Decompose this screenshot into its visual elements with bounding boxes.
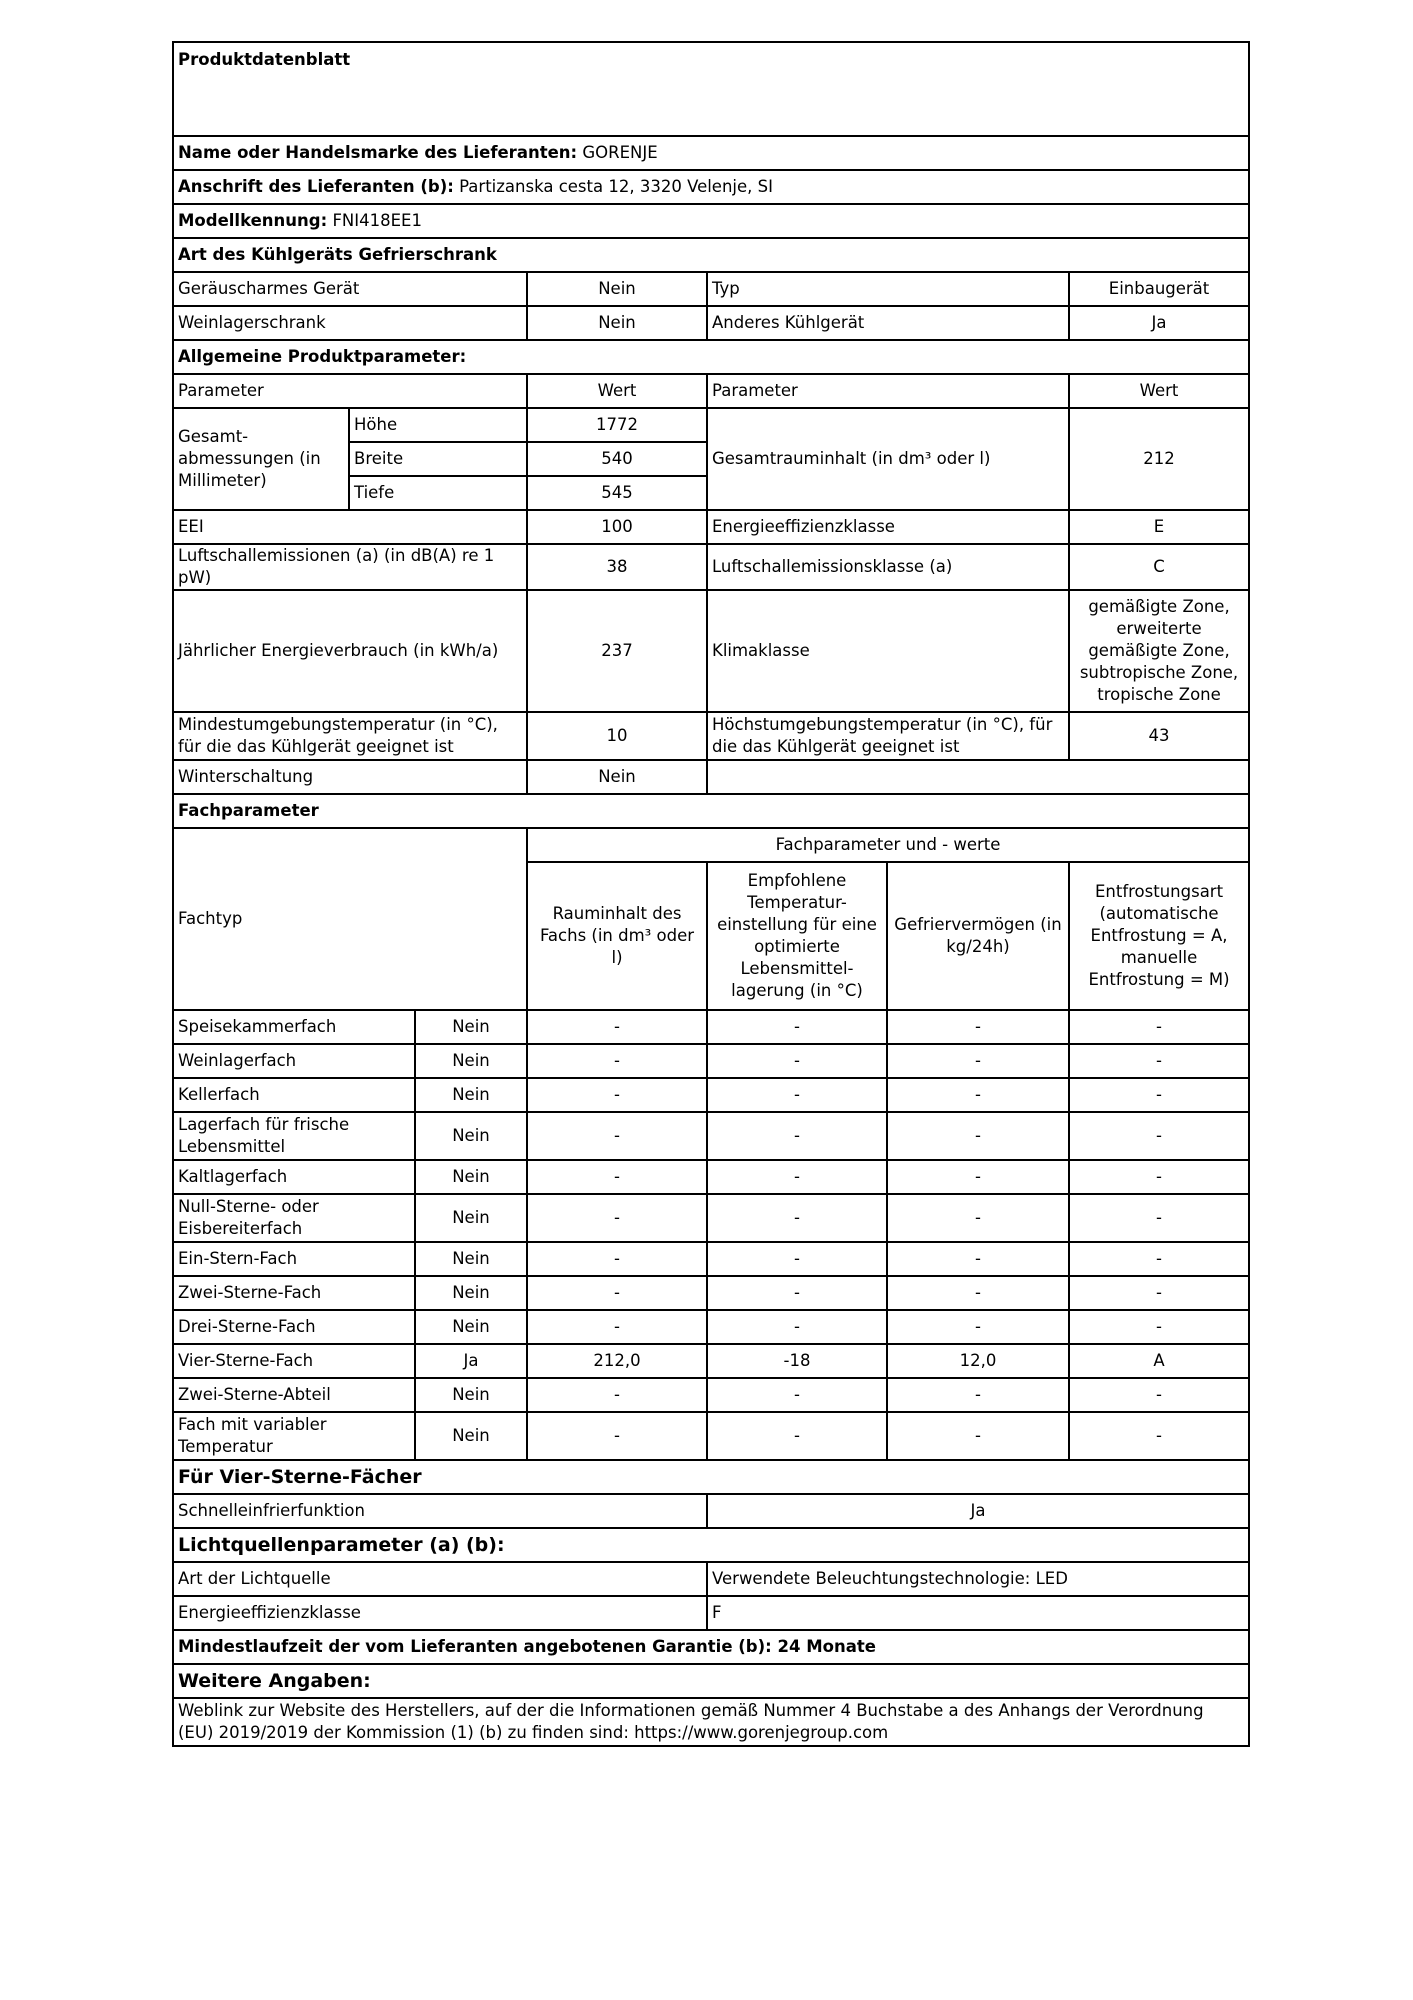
light-class-row [173,1596,1249,1630]
energy-class-value: E [1069,510,1249,544]
min-temp-label: Mindestumgebungstemperatur (in °C), für die das Kühlgerät geeignet ist [173,712,527,760]
total-volume-value: 212 [1069,408,1249,510]
compartment-name: Ein-Stern-Fach [173,1242,415,1276]
eei-label: EEI [173,510,527,544]
compartment-row [173,1412,1249,1460]
compartment-freezing: - [887,1412,1069,1460]
more-text: Weblink zur Website des Herstellers, auf der die Informationen gemäß Nummer 4 Buchstabe a des Anhangs der Verordnung (EU) 2019/2019 der Kommission (1) (b) zu finden sind: https://www.gorenjegroup.com [173,1698,1249,1746]
compartment-row [173,1242,1249,1276]
compartment-freezing: - [887,1078,1069,1112]
compartment-name: Zwei-Sterne-Fach [173,1276,415,1310]
compartment-freezing: 12,0 [887,1344,1069,1378]
flag-label: Typ [707,272,1069,306]
model-row [173,204,1249,238]
compartment-present: Nein [415,1412,527,1460]
dimension-label: Höhe [349,408,527,442]
product-data-table [172,41,1250,1747]
compartment-row [173,1310,1249,1344]
compartment-volume: - [527,1160,707,1194]
noise-row [173,544,1249,590]
compartment-freezing: - [887,1194,1069,1242]
max-temp-label: Höchstumgebungstemperatur (in °C), für die das Kühlgerät geeignet ist [707,712,1069,760]
compartment-defrost: - [1069,1412,1249,1460]
compartment-volume: - [527,1242,707,1276]
compartment-temperature: - [707,1160,887,1194]
light-heading-row [173,1528,1249,1562]
ambient-temp-row [173,712,1249,760]
compartment-present: Nein [415,1310,527,1344]
supplier-row [173,136,1249,170]
compartment-row [173,1344,1249,1378]
compartment-volume: - [527,1378,707,1412]
flag-value: Einbaugerät [1069,272,1249,306]
dimension-value: 1772 [527,408,707,442]
annual-energy-value: 237 [527,590,707,712]
energy-row [173,590,1249,712]
light-type-value: Verwendete Beleuchtungstechnologie: LED [707,1562,1249,1596]
compartment-present: Nein [415,1378,527,1412]
product-data-sheet [172,41,1248,1747]
flag-value: Ja [1069,306,1249,340]
eei-value: 100 [527,510,707,544]
col-header-temperature: Empfohlene Temperatur-einstellung für eine optimierte Lebensmittel-lagerung (in °C) [707,862,887,1010]
col-header-value: Wert [1069,374,1249,408]
noise-class-label: Luftschallemissionsklasse (a) [707,544,1069,590]
compartment-row [173,1378,1249,1412]
col-header-defrost: Entfrostungsart (automatische Entfrostung = A, manuelle Entfrostung = M) [1069,862,1249,1010]
address-value: Partizanska cesta 12, 3320 Velenje, SI [459,177,773,196]
winter-value: Nein [527,760,707,794]
compartment-freezing: - [887,1160,1069,1194]
compartment-freezing: - [887,1378,1069,1412]
four-star-heading-row [173,1460,1249,1494]
compartment-present: Nein [415,1112,527,1160]
compartment-row [173,1010,1249,1044]
compartment-defrost: - [1069,1276,1249,1310]
compartment-row [173,1044,1249,1078]
quick-freeze-value: Ja [707,1494,1249,1528]
compartment-defrost: - [1069,1010,1249,1044]
general-header-row [173,374,1249,408]
dimension-label: Tiefe [349,476,527,510]
warranty: Mindestlaufzeit der vom Lieferanten angebotenen Garantie (b): 24 Monate [173,1630,1249,1664]
total-volume-label: Gesamtrauminhalt (in dm³ oder l) [707,408,1069,510]
page-title: Produktdatenblatt [173,42,1249,136]
compartment-row [173,1194,1249,1242]
compartment-temperature: - [707,1010,887,1044]
compartment-present: Nein [415,1194,527,1242]
appliance-type: Art des Kühlgeräts Gefrierschrank [173,238,1249,272]
compartment-temperature: - [707,1276,887,1310]
compartment-present: Nein [415,1078,527,1112]
model-label: Modellkennung: [178,211,328,230]
compartment-volume: - [527,1078,707,1112]
compartment-freezing: - [887,1112,1069,1160]
compartment-heading: Fachparameter [173,794,1249,828]
more-heading: Weitere Angaben: [173,1664,1249,1698]
compartment-temperature: - [707,1112,887,1160]
empty-cell [707,760,1249,794]
winter-label: Winterschaltung [173,760,527,794]
energy-class-label: Energieeffizienzklasse [707,510,1069,544]
general-heading: Allgemeine Produktparameter: [173,340,1249,374]
compartment-group-row [173,828,1249,862]
compartment-defrost: - [1069,1242,1249,1276]
appliance-type-row [173,238,1249,272]
four-star-heading: Für Vier-Sterne-Fächer [173,1460,1249,1494]
dimension-label: Breite [349,442,527,476]
compartment-name: Drei-Sterne-Fach [173,1310,415,1344]
compartment-row [173,1276,1249,1310]
compartment-volume: - [527,1044,707,1078]
compartment-defrost: - [1069,1044,1249,1078]
compartment-name: Weinlagerfach [173,1044,415,1078]
compartment-volume: - [527,1194,707,1242]
compartment-defrost: - [1069,1160,1249,1194]
compartment-freezing: - [887,1310,1069,1344]
quick-freeze-label: Schnelleinfrierfunktion [173,1494,707,1528]
more-heading-row [173,1664,1249,1698]
light-type-label: Art der Lichtquelle [173,1562,707,1596]
climate-class-label: Klimaklasse [707,590,1069,712]
compartment-freezing: - [887,1276,1069,1310]
compartment-temperature: - [707,1078,887,1112]
col-header-volume: Rauminhalt des Fachs (in dm³ oder l) [527,862,707,1010]
compartment-temperature: - [707,1242,887,1276]
compartment-row [173,1160,1249,1194]
compartment-name: Kaltlagerfach [173,1160,415,1194]
more-text-row [173,1698,1249,1746]
model-value: FNI418EE1 [332,211,422,230]
light-class-value: F [707,1596,1249,1630]
dimension-value: 540 [527,442,707,476]
compartment-freezing: - [887,1010,1069,1044]
flag-label: Geräuscharmes Gerät [173,272,527,306]
compartment-temperature: - [707,1378,887,1412]
compartment-defrost: A [1069,1344,1249,1378]
compartment-present: Ja [415,1344,527,1378]
general-heading-row [173,340,1249,374]
compartment-present: Nein [415,1160,527,1194]
col-header-parameter: Parameter [707,374,1069,408]
address-row [173,170,1249,204]
eei-row [173,510,1249,544]
col-header-value: Wert [527,374,707,408]
title-row [173,42,1249,136]
dimension-value: 545 [527,476,707,510]
compartment-name: Kellerfach [173,1078,415,1112]
compartment-defrost: - [1069,1112,1249,1160]
compartment-freezing: - [887,1044,1069,1078]
noise-label: Luftschallemissionen (a) (in dB(A) re 1 pW) [173,544,527,590]
annual-energy-label: Jährlicher Energieverbrauch (in kWh/a) [173,590,527,712]
supplier-label: Name oder Handelsmarke des Lieferanten: [178,143,578,162]
address-label: Anschrift des Lieferanten (b): [178,177,454,196]
compartment-defrost: - [1069,1378,1249,1412]
compartment-name: Fach mit variabler Temperatur [173,1412,415,1460]
compartment-defrost: - [1069,1078,1249,1112]
quick-freeze-row [173,1494,1249,1528]
compartment-temperature: -18 [707,1344,887,1378]
max-temp-value: 43 [1069,712,1249,760]
compartment-volume: - [527,1010,707,1044]
compartment-volume: - [527,1112,707,1160]
compartment-volume: - [527,1412,707,1460]
compartment-heading-row [173,794,1249,828]
compartment-present: Nein [415,1044,527,1078]
noise-value: 38 [527,544,707,590]
winter-row [173,760,1249,794]
dimension-row [173,408,1249,442]
compartment-row [173,1112,1249,1160]
compartment-present: Nein [415,1242,527,1276]
flag-label: Weinlagerschrank [173,306,527,340]
supplier-value: GORENJE [582,143,658,162]
compartment-temperature: - [707,1310,887,1344]
climate-class-value: gemäßigte Zone, erweiterte gemäßigte Zone, subtropische Zone, tropische Zone [1069,590,1249,712]
flag-row [173,272,1249,306]
compartment-name: Lagerfach für frische Lebensmittel [173,1112,415,1160]
compartment-freezing: - [887,1242,1069,1276]
noise-class-value: C [1069,544,1249,590]
light-type-row [173,1562,1249,1596]
compartment-name: Speisekammerfach [173,1010,415,1044]
warranty-row [173,1630,1249,1664]
compartment-defrost: - [1069,1310,1249,1344]
compartment-temperature: - [707,1194,887,1242]
flag-label: Anderes Kühlgerät [707,306,1069,340]
min-temp-value: 10 [527,712,707,760]
compartment-temperature: - [707,1044,887,1078]
flag-row [173,306,1249,340]
compartment-row [173,1078,1249,1112]
compartment-volume: - [527,1276,707,1310]
compartment-group-header: Fachparameter und - werte [527,828,1249,862]
compartment-volume: - [527,1310,707,1344]
compartment-name: Null-Sterne- oder Eisbereiterfach [173,1194,415,1242]
compartment-type-header: Fachtyp [173,828,527,1010]
compartment-volume: 212,0 [527,1344,707,1378]
col-header-freezing-capacity: Gefriervermögen (in kg/24h) [887,862,1069,1010]
light-heading: Lichtquellenparameter (a) (b): [173,1528,1249,1562]
light-class-label: Energieeffizienzklasse [173,1596,707,1630]
compartment-name: Zwei-Sterne-Abteil [173,1378,415,1412]
compartment-defrost: - [1069,1194,1249,1242]
compartment-present: Nein [415,1010,527,1044]
flag-value: Nein [527,306,707,340]
compartment-temperature: - [707,1412,887,1460]
flag-value: Nein [527,272,707,306]
compartment-present: Nein [415,1276,527,1310]
col-header-parameter: Parameter [173,374,527,408]
dimensions-label: Gesamt-abmessungen (in Millimeter) [173,408,349,510]
compartment-name: Vier-Sterne-Fach [173,1344,415,1378]
